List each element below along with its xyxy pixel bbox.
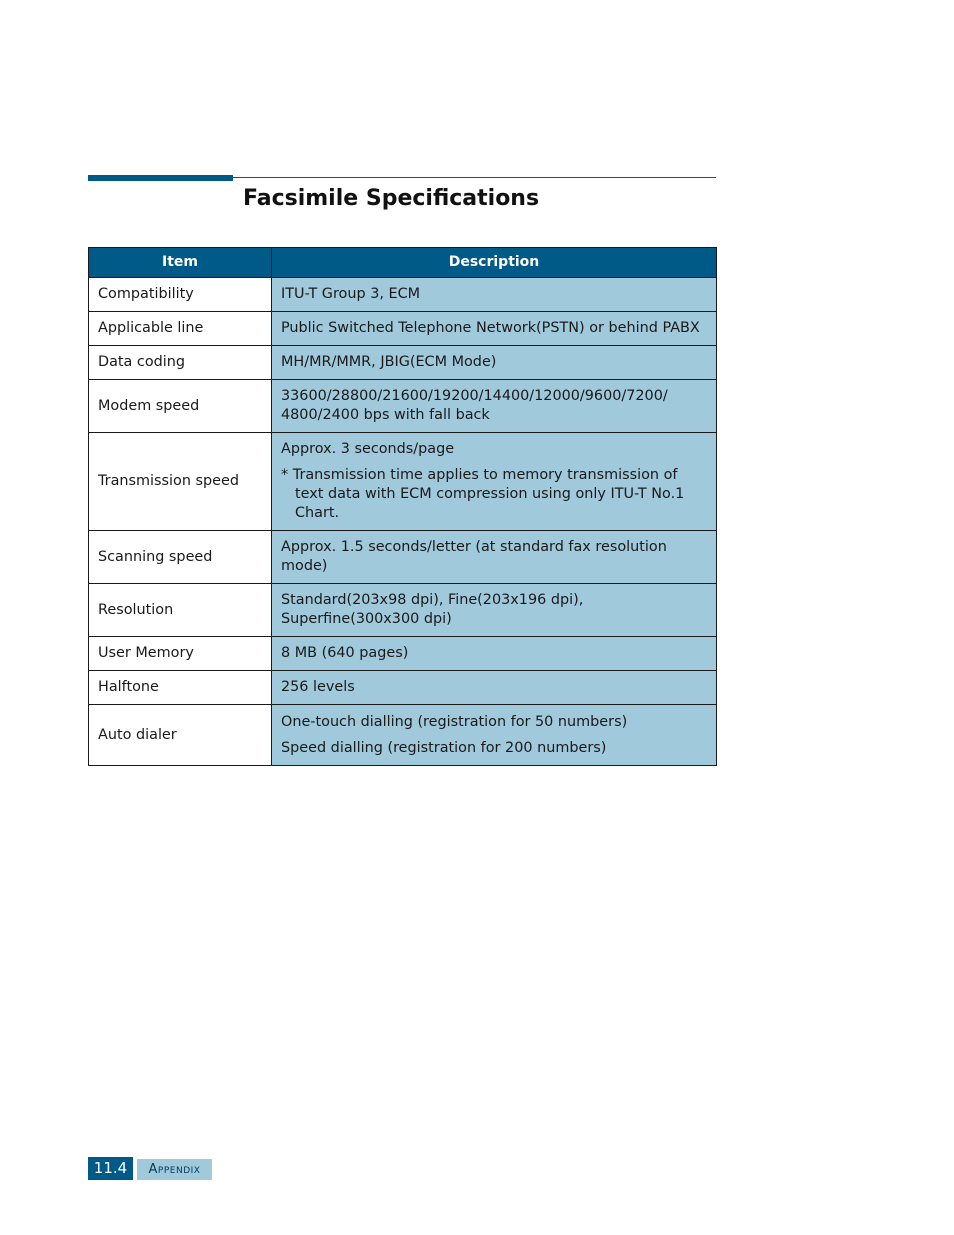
row-item: Auto dialer <box>89 705 272 766</box>
description-line: 256 levels <box>281 679 355 695</box>
table-row <box>89 671 717 705</box>
row-item: Resolution <box>89 584 272 637</box>
header-description: Description <box>272 248 717 278</box>
title-rule-thick <box>88 175 233 181</box>
description-line: Approx. 1.5 seconds/letter (at standard fax resolution mode) <box>281 539 667 574</box>
row-description <box>272 278 717 312</box>
row-description <box>272 433 717 531</box>
description-line: One-touch dialling (registration for 50 numbers) <box>281 713 628 730</box>
description-line: Superfine(300x300 dpi) <box>281 611 452 627</box>
description-line: 8 MB (640 pages) <box>281 645 409 661</box>
description-line: Standard(203x98 dpi), Fine(203x196 dpi), <box>281 592 584 608</box>
row-description <box>272 637 717 671</box>
title-rule-thin <box>233 177 716 178</box>
description-line: MH/MR/MMR, JBIG(ECM Mode) <box>281 354 497 370</box>
page-number: 11.4 <box>88 1157 133 1180</box>
spec-table <box>88 247 717 766</box>
description-line: 4800/2400 bps with fall back <box>281 407 490 423</box>
section-label: Appendix <box>137 1159 212 1180</box>
table-row <box>89 433 717 531</box>
row-item: Scanning speed <box>89 531 272 584</box>
description-note: * Transmission time applies to memory transmission of text data with ECM compression using only ITU-T No.1 Chart. <box>281 467 685 521</box>
table-row <box>89 531 717 584</box>
description-line: ITU-T Group 3, ECM <box>281 286 421 302</box>
row-item: Applicable line <box>89 312 272 346</box>
description-line: Approx. 3 seconds/page <box>281 441 455 457</box>
description-line: Speed dialling (registration for 200 numbers) <box>281 739 607 756</box>
table-row <box>89 380 717 433</box>
row-description <box>272 380 717 433</box>
table-row <box>89 312 717 346</box>
row-description <box>272 705 717 766</box>
row-item: Compatibility <box>89 278 272 312</box>
table-row <box>89 346 717 380</box>
row-description <box>272 671 717 705</box>
page-title: Facsimile Specifications <box>243 186 540 211</box>
table-header-row <box>89 248 717 278</box>
table-row <box>89 637 717 671</box>
row-description <box>272 531 717 584</box>
row-item: Halftone <box>89 671 272 705</box>
row-item: Data coding <box>89 346 272 380</box>
table-row <box>89 705 717 766</box>
row-description <box>272 584 717 637</box>
row-item: Modem speed <box>89 380 272 433</box>
table-row <box>89 278 717 312</box>
table-row <box>89 584 717 637</box>
description-line: 33600/28800/21600/19200/14400/12000/9600/7200/ <box>281 388 668 404</box>
header-item: Item <box>89 248 272 278</box>
row-description <box>272 312 717 346</box>
row-item: User Memory <box>89 637 272 671</box>
row-description <box>272 346 717 380</box>
description-line: Public Switched Telephone Network(PSTN) or behind PABX <box>281 320 700 336</box>
row-item: Transmission speed <box>89 433 272 531</box>
